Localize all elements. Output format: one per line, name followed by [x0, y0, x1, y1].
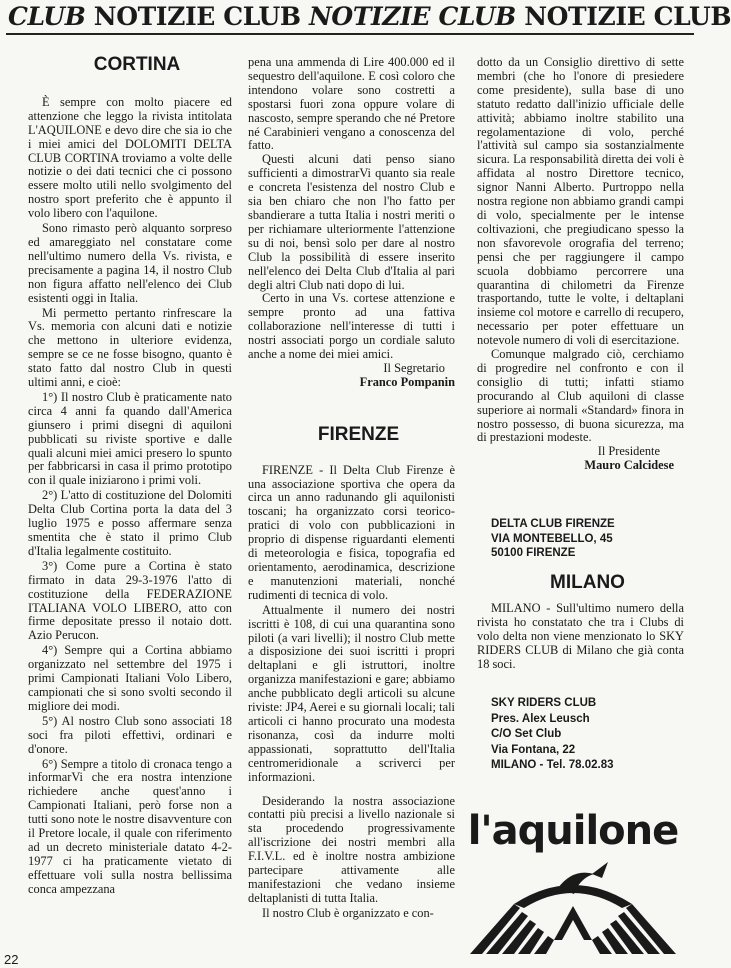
banner-notizie-1: NOTIZIE: [93, 2, 215, 31]
milano-address-line: SKY RIDERS CLUB: [491, 697, 597, 709]
firenze-paragraph-continued: Comunque malgrado ciò, cerchiamo di progredire nel confronto e con il consiglio di tutti; infatti stiamo procurando al Club aquiloni di classe superiore ai normali «Standard» finora in nostro possesso, di buona sicurezza, ma di prestazioni modeste.: [477, 347, 684, 445]
banner-notizie-3: NOTIZIE: [524, 2, 646, 31]
firenze-signature-name: Mauro Calcidese: [584, 458, 674, 473]
milano-address-line: MILANO - Tel. 78.02.83: [491, 759, 614, 771]
firenze-paragraph: Attualmente il numero dei nostri iscritti è 108, di cui una quarantina sono piloti (a vari livelli); il nostro Club mette a disposizione dei suoi iscritti i propri deltaplani e gli istruttori, inoltre organizza manifestazioni e gare; abbiamo anche pubblicato degli articoli su alcune riviste: JP4, Aerei e su giornali locali; tali articoli ci hanno procurato una modesta risonanza, così da indurre molti appassionati, soprattutto dell'Italia centromeridionale a scriverci per informazioni.: [248, 602, 455, 784]
hang-glider-emblem-icon: [462, 808, 684, 958]
column-1: [28, 54, 232, 897]
cortina-paragraph-continued: pena una ammenda di Lire 400.000 ed il sequestro dell'aquilone. E così coloro che intendono volare sono costretti a spostarsi fuori zona oppure volare di nascosto, sempre sperando che né Pretore né Carabinieri vengano a conoscenza del fatto.: [248, 55, 455, 153]
milano-section: [477, 572, 684, 671]
banner-club-1: CLUB: [8, 2, 86, 31]
cortina-signature-role: Il Segretario: [383, 360, 445, 375]
cortina-paragraph: Mi permetto pertanto rinfrescare la Vs. memoria con alcuni dati e notizie che mettono in ulteriore evidenza, sempre se ce ne fosse bisogno, quanto è stato fatto dal nostro Club in questi ultimi anni, e cioè:: [28, 305, 232, 390]
column-3: [477, 56, 684, 473]
page-banner: [8, 2, 731, 31]
firenze-address-line: DELTA CLUB FIRENZE: [491, 518, 615, 530]
aquilone-logo: [462, 808, 684, 958]
firenze-paragraph-continued: dotto da un Consiglio direttivo di sette membri (che ho l'onore di presiedere come presidente), sulla base di uno statuto redatto dall'inizio ufficiale delle attività; abbiamo inoltre stabilito una regolamentazione di volo, perché l'attività sul campo sia sostanzialmente sicura. La responsabilità diretta dei voli è affidata al nostro Direttore tecnico, signor Nanni Alberto. Purtroppo nella nostra regione non abbiamo grandi campi di volo, specialmente per le intense coltivazioni, che pregiudicano spesso la non sfavorevole orografia del terreno; pensi che per raggiungere il campo scuola dobbiamo percorrere una quarantina di chilometri da Firenze trasportando, tutte le volte, i deltaplani insieme col motore e carrello di recupero, necessario per poter effettuare un notevole numero di voli di esercitazione.: [477, 55, 684, 348]
logo-wordmark: l'aquilone: [467, 808, 679, 854]
page-number: 22: [4, 952, 19, 967]
banner-notizie-2: NOTIZIE: [308, 2, 431, 31]
firenze-address-block: [477, 517, 684, 561]
milano-address-line: Via Fontana, 22: [491, 743, 576, 756]
cortina-signature-name: Franco Pompanin: [359, 374, 455, 389]
firenze-paragraph: Il nostro Club è organizzato e con-: [262, 905, 434, 920]
cortina-paragraph: 5°) Al nostro Club sono associati 18 soci fra piloti effettivi, ordinari e d'onore.: [28, 713, 232, 756]
column-2: [248, 56, 455, 921]
firenze-address-line: 50100 FIRENZE: [491, 547, 576, 559]
banner-rule: [6, 33, 694, 35]
milano-address-line: C/O Set Club: [491, 728, 562, 740]
firenze-address-line: VIA MONTEBELLO, 45: [491, 532, 613, 545]
cortina-paragraph: 3°) Come pure a Cortina è stato firmato in data 29-3-1976 l'atto di costituzione della FEDERAZIONE ITALIANA VOLO LIBERO, atto con firme depositate presso il notaio dott. Azio Perucon.: [28, 558, 232, 643]
cortina-paragraph: 6°) Sempre a titolo di cronaca tengo a informarVi che era nostra intenzione richiedere anche quest'anno i Campionati Italiani, però forse non a tutti sono note le nostre disavventure con il Pretore locale, il quale con riferimento ad un decreto ministeriale datato 4-2-1977 ci ha praticamente vietato di effettuare voli sulla nostra bellissima conca ampezzana: [28, 756, 232, 896]
milano-address-line: Pres. Alex Leusch: [491, 712, 590, 725]
cortina-paragraph: 2°) L'atto di costituzione del Dolomiti Delta Club Cortina porta la data del 3 luglio 1975 e posso affermare senza smentita che è stato il primo Club d'Italia legalmente costituito.: [28, 488, 232, 558]
cortina-paragraph-continued: Questi alcuni dati penso siano sufficienti a dimostrarVi quanto sia reale e concreta l'esistenza del nostro Club e sia ben chiaro che non l'ho fatto per sbandierare a tutta Italia i nostri meriti o per richiamare ulteriormente l'attenzione su di noi, bensì solo per dare al nostro Club la possibilità di essere inserito nell'elenco dei Delta Club d'Italia al pari degli altri Club nati dopo di lui.: [248, 152, 455, 292]
cortina-paragraph-continued: Certo in una Vs. cortese attenzione e sempre pronto ad una fattiva collaborazione nell'interesse di tutti i nostri associati porgo un cordiale saluto anche a nome dei miei amici.: [248, 291, 455, 362]
firenze-paragraph: FIRENZE - Il Delta Club Firenze è una associazione sportiva che opera da circa un anno radunando gli aquilonisti toscani; ha organizzato corsi teorico-pratici di volo con pubblicazioni in proprio di dispense riguardanti elementi di meteorologia e fisica, topografia ed orientamento, aerodinamica, descrizione e manutenzioni materiali, nonché rudimenti di tecnica di volo.: [248, 462, 455, 602]
cortina-paragraph: 4°) Sempre qui a Cortina abbiamo organizzato nel settembre del 1975 i primi Campionati Italiani Volo Libero, campionati che si sono svolti secondo il migliore dei modi.: [28, 643, 232, 713]
banner-club-2: CLUB: [223, 2, 301, 31]
banner-club-3: CLUB: [438, 2, 516, 31]
section-title-firenze: FIRENZE: [317, 423, 400, 445]
firenze-signature-role: Il Presidente: [597, 444, 660, 459]
banner-club-4: CLUB: [653, 2, 731, 31]
section-title-cortina: CORTINA: [93, 54, 181, 75]
cortina-paragraph: 1°) Il nostro Club è praticamente nato circa 4 anni fa quando dall'America giunsero i primi disegni di aquiloni pubblicati su riviste sportive e dalle quali alcuni miei amici presero lo spunto per fabbricarsi in casa il primo prototipo con il quale iniziarono i primi voli.: [28, 389, 232, 488]
firenze-paragraph: Desiderando la nostra associazione contatti più precisi a livello nazionale si sta procedendo progressivamente all'iscrizione dei nostri membri alla F.I.V.L. ed è inoltre nostra ambizione partecipare attivamente alle manifestazioni che vedano insieme deltaplanisti di tutta Italia.: [248, 793, 455, 905]
section-title-milano: MILANO: [550, 572, 625, 593]
cortina-paragraph: È sempre con molto piacere ed attenzione che leggo la rivista intitolata L'AQUILONE e devo dire che sia io che i miei amici del DOLOMITI DELTA CLUB CORTINA troviamo a volte delle notizie o dei dati tecnici che ci possono essere molto utili nello svolgimento del nostro sport preferito che è appunto il volo libero con l'aquilone.: [28, 94, 232, 221]
milano-address-block: [477, 696, 684, 774]
milano-paragraph: MILANO - Sull'ultimo numero della rivista ho constatato che tra i Clubs di volo delta non viene menzionato lo SKY RIDERS CLUB di Milano che già conta 18 soci.: [477, 600, 684, 671]
cortina-paragraph: Sono rimasto però alquanto sorpreso ed amareggiato nel constatare come nell'ultimo numero della Vs. rivista, e precisamente a pagina 14, il nostro Club non figura affatto nell'elenco dei Club esistenti oggi in Italia.: [28, 221, 232, 305]
